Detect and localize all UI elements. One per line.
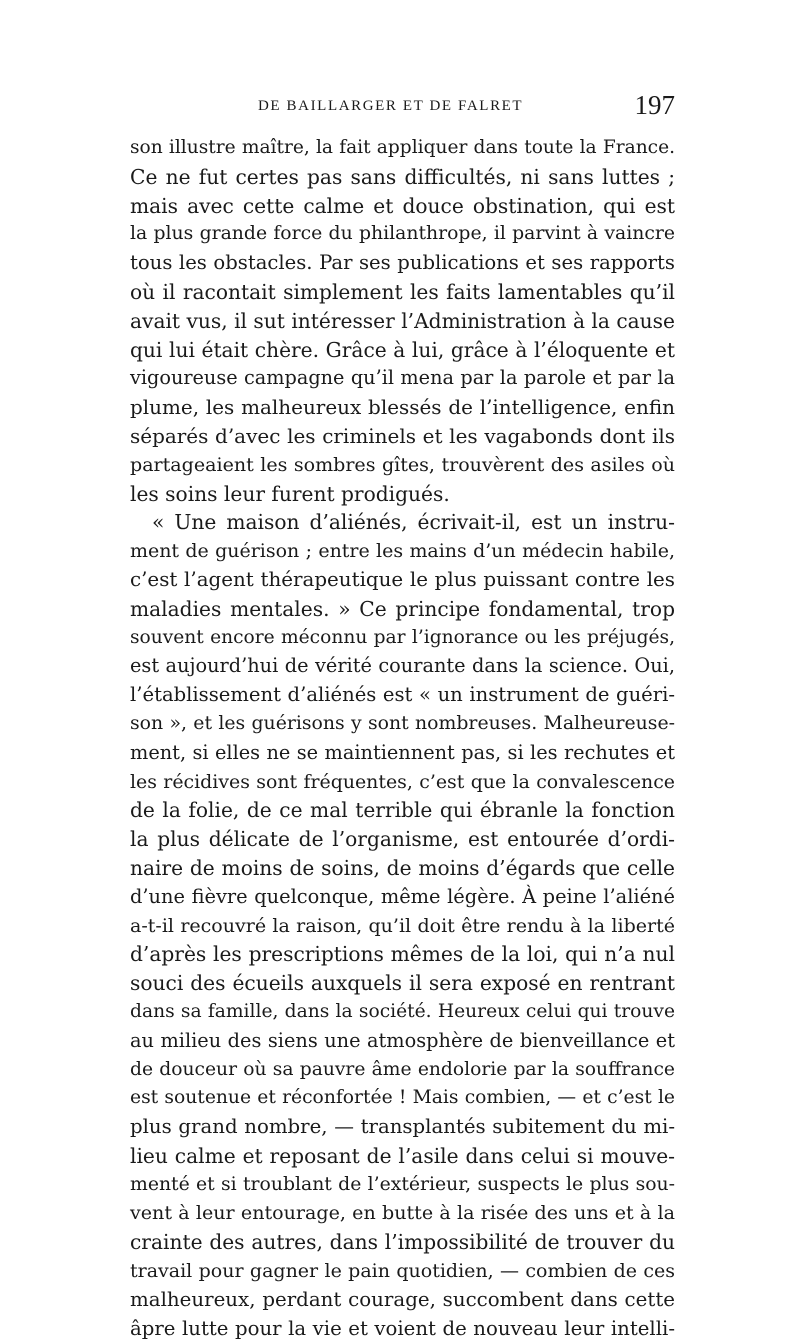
text-line: vent à leur entourage, en butte à la risée des uns et à la — [130, 1202, 675, 1225]
text-line: crainte des autres, dans l’impossibilité de trouver du — [130, 1230, 675, 1255]
text-line: Ce ne fut certes pas sans difficultés, ni sans luttes ; — [130, 164, 675, 189]
text-line: plume, les malheureux blessés de l’intelligence, enfin — [130, 395, 675, 420]
text-line: souvent encore méconnu par l’ignorance ou les préjugés, — [130, 626, 675, 648]
text-line: maladies mentales. » Ce principe fondamental, trop — [130, 596, 675, 621]
text-line: travail pour gagner le pain quotidien, — combien de ces — [130, 1260, 675, 1283]
text-line: tous les obstacles. Par ses publications et ses rapports — [130, 251, 675, 275]
page-number: 197 — [634, 90, 675, 120]
text-line: malheureux, perdant courage, succombent dans cette — [130, 1287, 675, 1311]
text-line: âpre lutte pour la vie et voient de nouveau leur intelli- — [130, 1316, 675, 1340]
running-head — [130, 90, 675, 126]
text-line: au milieu des siens une atmosphère de bienveillance et — [130, 1028, 675, 1052]
body-text — [130, 134, 675, 1343]
text-line: ment de guérison ; entre les mains d’un médecin habile, — [130, 540, 675, 563]
text-line: son », et les guérisons y sont nombreuses. Malheureuse- — [130, 712, 675, 734]
text-line: dans sa famille, dans la société. Heureux celui qui trouve — [130, 1000, 675, 1022]
text-line: souci des écueils auxquels il sera exposé en rentrant — [130, 971, 675, 996]
text-line: mais avec cette calme et douce obstination, qui est — [130, 193, 675, 218]
text-line: la plus grande force du philanthrope, il parvint à vaincre — [130, 223, 675, 245]
text-line: est soutenue et réconfortée ! Mais combien, — et c’est le — [130, 1087, 675, 1109]
text-line: vigoureuse campagne qu’il mena par la parole et par la — [130, 366, 675, 390]
text-line: où il racontait simplement les faits lamentables qu’il — [130, 279, 675, 304]
paragraph-first-line: « Une maison d’aliénés, écrivait-il, est un instru- — [152, 510, 675, 535]
running-title: DE BAILLARGER ET DE FALRET — [258, 98, 524, 114]
text-line: partageaient les sombres gîtes, trouvèrent des asiles où — [130, 453, 675, 476]
text-line: menté et si troublant de l’extérieur, suspects le plus sou- — [130, 1173, 675, 1195]
text-line: l’établissement d’aliénés est « un instrument de guéri- — [130, 683, 675, 707]
text-line: son illustre maître, la fait appliquer dans toute la France. — [130, 137, 675, 158]
paragraph-last-line: les soins leur furent prodigués. — [130, 481, 450, 506]
text-line: de douceur où sa pauvre âme endolorie par la souffrance — [130, 1058, 675, 1080]
text-line: est aujourd’hui de vérité courante dans la science. Oui, — [130, 654, 675, 678]
text-line: avait vus, il sut intéresser l’Administration à la cause — [130, 308, 675, 333]
text-line: plus grand nombre, — transplantés subitement du mi- — [130, 1115, 675, 1139]
text-line: qui lui était chère. Grâce à lui, grâce à l’éloquente et — [130, 337, 675, 362]
text-line: lieu calme et reposant de l’asile dans celui si mouve- — [130, 1143, 675, 1168]
text-line: la plus délicate de l’organisme, est entourée d’ordi- — [130, 827, 675, 852]
text-line: d’une fièvre quelconque, même légère. À peine l’aliéné — [130, 884, 675, 908]
text-line: de la folie, de ce mal terrible qui ébranle la fonction — [130, 798, 675, 823]
text-line: ment, si elles ne se maintiennent pas, si les rechutes et — [130, 740, 675, 764]
text-line: séparés d’avec les criminels et les vagabonds dont ils — [130, 423, 675, 448]
text-line: c’est l’agent thérapeutique le plus puissant contre les — [130, 567, 675, 591]
text-line: d’après les prescriptions mêmes de la loi, qui n’a nul — [130, 942, 675, 967]
text-line: naire de moins de soins, de moins d’égards que celle — [130, 855, 675, 880]
text-line: les récidives sont fréquentes, c’est que la convalescence — [130, 770, 675, 793]
text-line: a-t-il recouvré la raison, qu’il doit être rendu à la liberté — [130, 914, 675, 937]
